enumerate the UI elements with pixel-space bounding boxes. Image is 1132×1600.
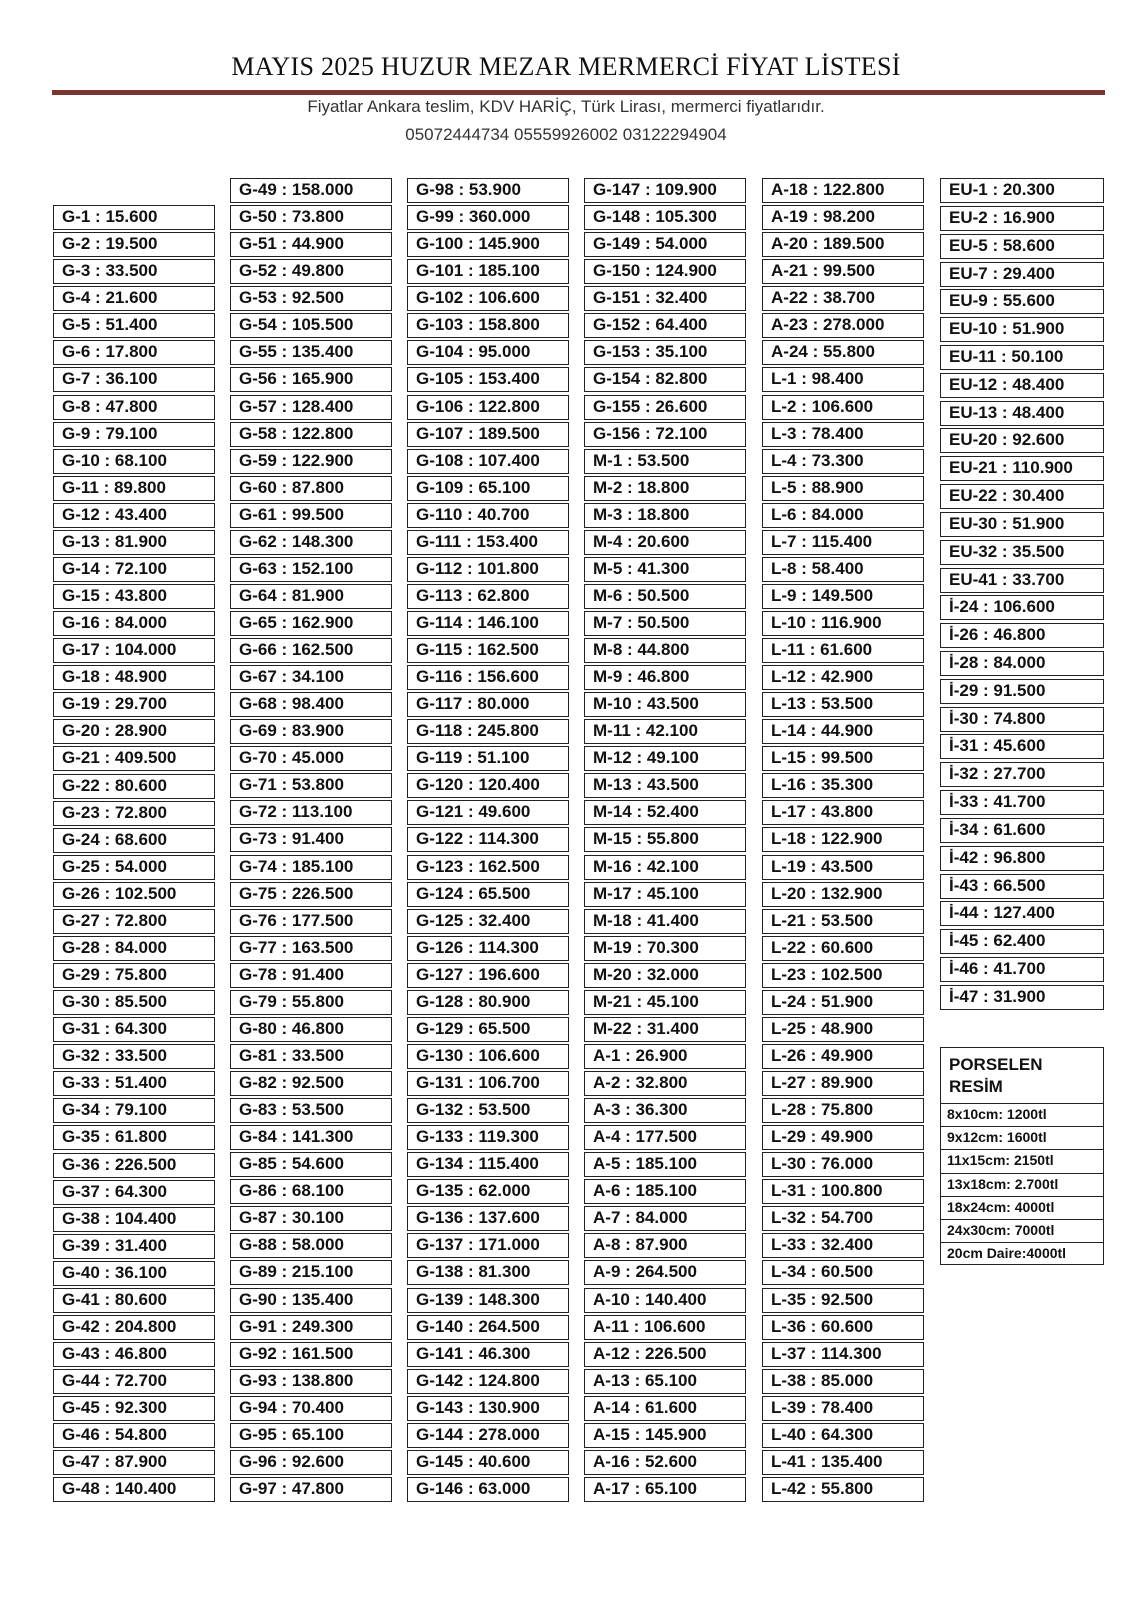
price-cell: L-5 : 88.900 <box>762 476 924 501</box>
price-cell: G-6 : 17.800 <box>53 340 215 365</box>
price-cell: G-17 : 104.000 <box>53 638 215 663</box>
price-cell: L-40 : 64.300 <box>762 1423 924 1448</box>
subtitle: Fiyatlar Ankara teslim, KDV HARİÇ, Türk Lirası, mermerci fiyatlarıdır. <box>307 97 825 116</box>
price-cell: A-8 : 87.900 <box>584 1233 746 1258</box>
price-cell: İ-29 : 91.500 <box>940 679 1104 704</box>
price-cell: G-64 : 81.900 <box>230 584 392 609</box>
price-cell: EU-1 : 20.300 <box>940 178 1104 203</box>
price-cell: G-27 : 72.800 <box>53 909 215 934</box>
price-cell: EU-10 : 51.900 <box>940 317 1104 342</box>
price-cell: G-37 : 64.300 <box>53 1180 215 1205</box>
price-cell: G-155 : 26.600 <box>584 395 746 420</box>
price-cell: G-85 : 54.600 <box>230 1152 392 1177</box>
price-cell: G-22 : 80.600 <box>53 774 215 799</box>
price-cell: A-1 : 26.900 <box>584 1044 746 1069</box>
price-cell: L-15 : 99.500 <box>762 746 924 771</box>
price-cell: G-120 : 120.400 <box>407 773 569 798</box>
price-cell: L-1 : 98.400 <box>762 367 924 392</box>
price-cell: İ-44 : 127.400 <box>940 901 1104 926</box>
price-cell: L-24 : 51.900 <box>762 990 924 1015</box>
price-cell: G-97 : 47.800 <box>230 1477 392 1502</box>
price-cell: G-122 : 114.300 <box>407 827 569 852</box>
price-cell: G-107 : 189.500 <box>407 422 569 447</box>
price-cell: G-149 : 54.000 <box>584 232 746 257</box>
price-cell: G-110 : 40.700 <box>407 503 569 528</box>
price-cell: G-19 : 29.700 <box>53 692 215 717</box>
price-cell: G-140 : 264.500 <box>407 1315 569 1340</box>
price-cell: G-98 : 53.900 <box>407 178 569 203</box>
price-cell: G-35 : 61.800 <box>53 1125 215 1150</box>
price-cell: M-8 : 44.800 <box>584 638 746 663</box>
price-cell: G-24 : 68.600 <box>53 828 215 853</box>
price-cell: G-10 : 68.100 <box>53 449 215 474</box>
price-cell: A-15 : 145.900 <box>584 1423 746 1448</box>
price-cell: İ-32 : 27.700 <box>940 762 1104 787</box>
price-cell: L-34 : 60.500 <box>762 1260 924 1285</box>
price-cell: G-59 : 122.900 <box>230 449 392 474</box>
price-cell: G-79 : 55.800 <box>230 990 392 1015</box>
price-cell: G-71 : 53.800 <box>230 773 392 798</box>
price-cell: L-41 : 135.400 <box>762 1450 924 1475</box>
price-cell: L-3 : 78.400 <box>762 422 924 447</box>
price-cell: L-8 : 58.400 <box>762 557 924 582</box>
price-cell: M-15 : 55.800 <box>584 827 746 852</box>
price-cell: G-3 : 33.500 <box>53 259 215 284</box>
price-cell: L-30 : 76.000 <box>762 1152 924 1177</box>
price-cell: G-20 : 28.900 <box>53 719 215 744</box>
price-cell: G-77 : 163.500 <box>230 936 392 961</box>
price-cell: G-78 : 91.400 <box>230 963 392 988</box>
price-cell: G-16 : 84.000 <box>53 611 215 636</box>
price-cell: G-84 : 141.300 <box>230 1125 392 1150</box>
price-cell: G-144 : 278.000 <box>407 1423 569 1448</box>
price-cell: G-39 : 31.400 <box>53 1234 215 1259</box>
price-cell: L-19 : 43.500 <box>762 855 924 880</box>
price-cell: G-113 : 62.800 <box>407 584 569 609</box>
price-cell: İ-28 : 84.000 <box>940 651 1104 676</box>
price-cell: A-10 : 140.400 <box>584 1288 746 1313</box>
price-cell: G-134 : 115.400 <box>407 1152 569 1177</box>
price-cell: A-14 : 61.600 <box>584 1396 746 1421</box>
price-cell: G-96 : 92.600 <box>230 1450 392 1475</box>
porselen-title-line2: RESİM <box>949 1077 1003 1096</box>
price-cell: EU-12 : 48.400 <box>940 373 1104 398</box>
porselen-row: 8x10cm: 1200tl <box>941 1103 1103 1126</box>
price-cell: G-26 : 102.500 <box>53 882 215 907</box>
price-cell: G-55 : 135.400 <box>230 340 392 365</box>
price-cell: G-51 : 44.900 <box>230 232 392 257</box>
price-cell: G-52 : 49.800 <box>230 259 392 284</box>
price-cell: G-117 : 80.000 <box>407 692 569 717</box>
price-cell: G-75 : 226.500 <box>230 882 392 907</box>
price-cell: G-5 : 51.400 <box>53 313 215 338</box>
price-cell: G-138 : 81.300 <box>407 1260 569 1285</box>
price-cell: G-119 : 51.100 <box>407 746 569 771</box>
price-cell: G-121 : 49.600 <box>407 800 569 825</box>
price-cell: L-38 : 85.000 <box>762 1369 924 1394</box>
title-divider <box>52 90 1105 95</box>
price-cell: M-11 : 42.100 <box>584 719 746 744</box>
price-cell: L-10 : 116.900 <box>762 611 924 636</box>
price-cell: G-28 : 84.000 <box>53 936 215 961</box>
price-cell: G-148 : 105.300 <box>584 205 746 230</box>
price-cell: G-49 : 158.000 <box>230 178 392 203</box>
price-cell: G-73 : 91.400 <box>230 827 392 852</box>
price-cell: G-101 : 185.100 <box>407 259 569 284</box>
price-cell: G-33 : 51.400 <box>53 1071 215 1096</box>
price-cell: A-21 : 99.500 <box>762 259 924 284</box>
price-cell: L-32 : 54.700 <box>762 1206 924 1231</box>
price-cell: M-3 : 18.800 <box>584 503 746 528</box>
price-cell: İ-33 : 41.700 <box>940 790 1104 815</box>
price-cell: G-147 : 109.900 <box>584 178 746 203</box>
price-cell: G-95 : 65.100 <box>230 1423 392 1448</box>
price-cell: G-42 : 204.800 <box>53 1315 215 1340</box>
price-cell: G-109 : 65.100 <box>407 476 569 501</box>
price-cell: EU-5 : 58.600 <box>940 234 1104 259</box>
price-cell: EU-9 : 55.600 <box>940 289 1104 314</box>
price-cell: İ-47 : 31.900 <box>940 985 1104 1010</box>
price-cell: A-18 : 122.800 <box>762 178 924 203</box>
price-cell: G-106 : 122.800 <box>407 395 569 420</box>
price-cell: L-33 : 32.400 <box>762 1233 924 1258</box>
price-cell: G-103 : 158.800 <box>407 313 569 338</box>
price-cell: G-32 : 33.500 <box>53 1044 215 1069</box>
price-cell: EU-7 : 29.400 <box>940 262 1104 287</box>
price-cell: A-9 : 264.500 <box>584 1260 746 1285</box>
price-cell: EU-11 : 50.100 <box>940 345 1104 370</box>
porselen-title <box>949 1054 1043 1098</box>
price-cell: İ-24 : 106.600 <box>940 595 1104 620</box>
price-cell: A-4 : 177.500 <box>584 1125 746 1150</box>
price-cell: G-1 : 15.600 <box>53 205 215 230</box>
price-cell: EU-22 : 30.400 <box>940 484 1104 509</box>
porselen-row: 11x15cm: 2150tl <box>941 1149 1103 1172</box>
price-cell: L-23 : 102.500 <box>762 963 924 988</box>
price-cell: G-46 : 54.800 <box>53 1423 215 1448</box>
price-cell: A-7 : 84.000 <box>584 1206 746 1231</box>
price-cell: L-36 : 60.600 <box>762 1315 924 1340</box>
price-cell: L-27 : 89.900 <box>762 1071 924 1096</box>
price-cell: G-88 : 58.000 <box>230 1233 392 1258</box>
price-cell: G-4 : 21.600 <box>53 286 215 311</box>
price-cell: G-11 : 89.800 <box>53 476 215 501</box>
price-cell: G-67 : 34.100 <box>230 665 392 690</box>
price-cell: M-2 : 18.800 <box>584 476 746 501</box>
price-cell: G-116 : 156.600 <box>407 665 569 690</box>
price-cell: G-111 : 153.400 <box>407 530 569 555</box>
price-cell: M-10 : 43.500 <box>584 692 746 717</box>
price-cell: G-133 : 119.300 <box>407 1125 569 1150</box>
price-cell: G-44 : 72.700 <box>53 1369 215 1394</box>
price-cell: A-19 : 98.200 <box>762 205 924 230</box>
price-cell: G-50 : 73.800 <box>230 205 392 230</box>
price-cell: M-22 : 31.400 <box>584 1017 746 1042</box>
price-cell: A-3 : 36.300 <box>584 1098 746 1123</box>
price-cell: L-11 : 61.600 <box>762 638 924 663</box>
price-cell: G-41 : 80.600 <box>53 1288 215 1313</box>
price-cell: G-45 : 92.300 <box>53 1396 215 1421</box>
price-cell: G-54 : 105.500 <box>230 313 392 338</box>
price-cell: G-150 : 124.900 <box>584 259 746 284</box>
porselen-resim-box <box>940 1047 1104 1265</box>
price-cell: G-153 : 35.100 <box>584 340 746 365</box>
price-cell: M-18 : 41.400 <box>584 909 746 934</box>
price-cell: L-20 : 132.900 <box>762 882 924 907</box>
price-cell: G-74 : 185.100 <box>230 855 392 880</box>
price-cell: G-82 : 92.500 <box>230 1071 392 1096</box>
price-cell: A-24 : 55.800 <box>762 340 924 365</box>
price-cell: G-102 : 106.600 <box>407 286 569 311</box>
price-cell: L-35 : 92.500 <box>762 1288 924 1313</box>
price-cell: G-30 : 85.500 <box>53 990 215 1015</box>
price-cell: M-12 : 49.100 <box>584 746 746 771</box>
price-cell: L-22 : 60.600 <box>762 936 924 961</box>
price-cell: G-56 : 165.900 <box>230 367 392 392</box>
price-cell: G-156 : 72.100 <box>584 422 746 447</box>
price-cell: L-26 : 49.900 <box>762 1044 924 1069</box>
price-cell: L-31 : 100.800 <box>762 1179 924 1204</box>
porselen-row: 18x24cm: 4000tl <box>941 1196 1103 1219</box>
price-cell: G-68 : 98.400 <box>230 692 392 717</box>
price-cell: L-6 : 84.000 <box>762 503 924 528</box>
price-cell: İ-46 : 41.700 <box>940 957 1104 982</box>
price-cell: G-152 : 64.400 <box>584 313 746 338</box>
price-cell: G-76 : 177.500 <box>230 909 392 934</box>
price-cell: G-65 : 162.900 <box>230 611 392 636</box>
price-cell: M-16 : 42.100 <box>584 855 746 880</box>
price-cell: G-43 : 46.800 <box>53 1342 215 1367</box>
price-cell: G-115 : 162.500 <box>407 638 569 663</box>
price-cell: G-66 : 162.500 <box>230 638 392 663</box>
price-cell: G-25 : 54.000 <box>53 855 215 880</box>
price-cell: L-4 : 73.300 <box>762 449 924 474</box>
price-cell: G-58 : 122.800 <box>230 422 392 447</box>
price-cell: G-31 : 64.300 <box>53 1017 215 1042</box>
price-cell: M-20 : 32.000 <box>584 963 746 988</box>
price-cell: G-126 : 114.300 <box>407 936 569 961</box>
price-cell: L-7 : 115.400 <box>762 530 924 555</box>
price-cell: M-14 : 52.400 <box>584 800 746 825</box>
price-cell: M-17 : 45.100 <box>584 882 746 907</box>
price-cell: G-125 : 32.400 <box>407 909 569 934</box>
price-cell: İ-42 : 96.800 <box>940 846 1104 871</box>
price-cell: EU-2 : 16.900 <box>940 206 1104 231</box>
price-cell: L-17 : 43.800 <box>762 800 924 825</box>
price-cell: G-99 : 360.000 <box>407 205 569 230</box>
price-cell: G-8 : 47.800 <box>53 395 215 420</box>
price-cell: M-5 : 41.300 <box>584 557 746 582</box>
price-cell: G-63 : 152.100 <box>230 557 392 582</box>
price-cell: G-108 : 107.400 <box>407 449 569 474</box>
price-cell: G-154 : 82.800 <box>584 367 746 392</box>
price-cell: L-28 : 75.800 <box>762 1098 924 1123</box>
price-cell: G-141 : 46.300 <box>407 1342 569 1367</box>
price-cell: G-86 : 68.100 <box>230 1179 392 1204</box>
price-cell: M-7 : 50.500 <box>584 611 746 636</box>
price-cell: G-69 : 83.900 <box>230 719 392 744</box>
price-cell: G-80 : 46.800 <box>230 1017 392 1042</box>
price-cell: EU-30 : 51.900 <box>940 512 1104 537</box>
price-cell: A-16 : 52.600 <box>584 1450 746 1475</box>
price-cell: L-39 : 78.400 <box>762 1396 924 1421</box>
price-cell: A-5 : 185.100 <box>584 1152 746 1177</box>
price-cell: G-57 : 128.400 <box>230 395 392 420</box>
price-cell: G-13 : 81.900 <box>53 530 215 555</box>
price-cell: L-42 : 55.800 <box>762 1477 924 1502</box>
price-cell: G-61 : 99.500 <box>230 503 392 528</box>
price-cell: G-21 : 409.500 <box>53 746 215 771</box>
price-cell: G-9 : 79.100 <box>53 422 215 447</box>
price-cell: G-93 : 138.800 <box>230 1369 392 1394</box>
page-title: MAYIS 2025 HUZUR MEZAR MERMERCİ FİYAT LİSTESİ <box>231 52 901 81</box>
price-cell: L-2 : 106.600 <box>762 395 924 420</box>
price-cell: G-81 : 33.500 <box>230 1044 392 1069</box>
price-cell: G-83 : 53.500 <box>230 1098 392 1123</box>
price-cell: G-137 : 171.000 <box>407 1233 569 1258</box>
price-cell: M-1 : 53.500 <box>584 449 746 474</box>
price-cell: M-4 : 20.600 <box>584 530 746 555</box>
price-cell: G-105 : 153.400 <box>407 367 569 392</box>
price-cell: L-9 : 149.500 <box>762 584 924 609</box>
price-cell: G-87 : 30.100 <box>230 1206 392 1231</box>
price-cell: G-90 : 135.400 <box>230 1288 392 1313</box>
price-cell: G-146 : 63.000 <box>407 1477 569 1502</box>
price-cell: İ-31 : 45.600 <box>940 734 1104 759</box>
price-cell: G-124 : 65.500 <box>407 882 569 907</box>
price-cell: G-72 : 113.100 <box>230 800 392 825</box>
porselen-row: 20cm Daire:4000tl <box>941 1242 1103 1265</box>
price-cell: G-123 : 162.500 <box>407 855 569 880</box>
porselen-row: 9x12cm: 1600tl <box>941 1126 1103 1149</box>
price-cell: G-34 : 79.100 <box>53 1098 215 1123</box>
price-cell: G-91 : 249.300 <box>230 1315 392 1340</box>
price-cell: G-139 : 148.300 <box>407 1288 569 1313</box>
price-cell: EU-21 : 110.900 <box>940 456 1104 481</box>
price-cell: G-129 : 65.500 <box>407 1017 569 1042</box>
porselen-row: 13x18cm: 2.700tl <box>941 1173 1103 1196</box>
price-cell: EU-32 : 35.500 <box>940 540 1104 565</box>
price-cell: EU-13 : 48.400 <box>940 401 1104 426</box>
price-cell: G-145 : 40.600 <box>407 1450 569 1475</box>
price-cell: L-12 : 42.900 <box>762 665 924 690</box>
price-cell: M-6 : 50.500 <box>584 584 746 609</box>
price-cell: İ-43 : 66.500 <box>940 874 1104 899</box>
price-cell: İ-26 : 46.800 <box>940 623 1104 648</box>
price-cell: İ-30 : 74.800 <box>940 707 1104 732</box>
price-cell: L-14 : 44.900 <box>762 719 924 744</box>
price-cell: L-29 : 49.900 <box>762 1125 924 1150</box>
price-cell: G-94 : 70.400 <box>230 1396 392 1421</box>
price-cell: G-60 : 87.800 <box>230 476 392 501</box>
price-cell: G-2 : 19.500 <box>53 232 215 257</box>
price-cell: A-22 : 38.700 <box>762 286 924 311</box>
price-cell: A-13 : 65.100 <box>584 1369 746 1394</box>
price-cell: L-13 : 53.500 <box>762 692 924 717</box>
price-cell: G-118 : 245.800 <box>407 719 569 744</box>
price-cell: G-132 : 53.500 <box>407 1098 569 1123</box>
price-cell: G-136 : 137.600 <box>407 1206 569 1231</box>
price-cell: A-23 : 278.000 <box>762 313 924 338</box>
porselen-title-line1: PORSELEN <box>949 1055 1043 1074</box>
price-cell: İ-34 : 61.600 <box>940 818 1104 843</box>
price-cell: G-62 : 148.300 <box>230 530 392 555</box>
price-cell: G-14 : 72.100 <box>53 557 215 582</box>
price-cell: G-89 : 215.100 <box>230 1260 392 1285</box>
price-cell: G-47 : 87.900 <box>53 1450 215 1475</box>
price-cell: G-143 : 130.900 <box>407 1396 569 1421</box>
price-cell: İ-45 : 62.400 <box>940 929 1104 954</box>
price-cell: L-16 : 35.300 <box>762 773 924 798</box>
price-cell: L-21 : 53.500 <box>762 909 924 934</box>
price-cell: G-92 : 161.500 <box>230 1342 392 1367</box>
price-cell: G-12 : 43.400 <box>53 503 215 528</box>
price-cell: G-38 : 104.400 <box>53 1207 215 1232</box>
price-cell: G-127 : 196.600 <box>407 963 569 988</box>
price-cell: G-40 : 36.100 <box>53 1261 215 1286</box>
price-cell: A-20 : 189.500 <box>762 232 924 257</box>
price-cell: G-18 : 48.900 <box>53 665 215 690</box>
price-cell: L-25 : 48.900 <box>762 1017 924 1042</box>
price-cell: G-29 : 75.800 <box>53 963 215 988</box>
price-cell: G-151 : 32.400 <box>584 286 746 311</box>
price-cell: M-9 : 46.800 <box>584 665 746 690</box>
price-cell: G-70 : 45.000 <box>230 746 392 771</box>
price-cell: L-37 : 114.300 <box>762 1342 924 1367</box>
price-cell: G-128 : 80.900 <box>407 990 569 1015</box>
price-cell: G-15 : 43.800 <box>53 584 215 609</box>
price-cell: A-11 : 106.600 <box>584 1315 746 1340</box>
price-cell: G-114 : 146.100 <box>407 611 569 636</box>
price-cell: M-13 : 43.500 <box>584 773 746 798</box>
porselen-row: 24x30cm: 7000tl <box>941 1219 1103 1242</box>
price-cell: G-48 : 140.400 <box>53 1477 215 1502</box>
price-cell: L-18 : 122.900 <box>762 827 924 852</box>
price-cell: G-130 : 106.600 <box>407 1044 569 1069</box>
price-cell: G-142 : 124.800 <box>407 1369 569 1394</box>
price-cell: A-6 : 185.100 <box>584 1179 746 1204</box>
price-cell: A-17 : 65.100 <box>584 1477 746 1502</box>
phone-numbers: 05072444734 05559926002 03122294904 <box>405 125 727 144</box>
price-cell: A-12 : 226.500 <box>584 1342 746 1367</box>
price-cell: G-100 : 145.900 <box>407 232 569 257</box>
price-cell: G-131 : 106.700 <box>407 1071 569 1096</box>
price-cell: M-19 : 70.300 <box>584 936 746 961</box>
price-cell: EU-20 : 92.600 <box>940 428 1104 453</box>
price-cell: A-2 : 32.800 <box>584 1071 746 1096</box>
price-cell: G-36 : 226.500 <box>53 1153 215 1178</box>
price-cell: EU-41 : 33.700 <box>940 568 1104 593</box>
price-cell: G-23 : 72.800 <box>53 801 215 826</box>
price-cell: G-7 : 36.100 <box>53 367 215 392</box>
price-cell: G-104 : 95.000 <box>407 340 569 365</box>
price-cell: M-21 : 45.100 <box>584 990 746 1015</box>
price-cell: G-135 : 62.000 <box>407 1179 569 1204</box>
price-cell: G-112 : 101.800 <box>407 557 569 582</box>
price-cell: G-53 : 92.500 <box>230 286 392 311</box>
